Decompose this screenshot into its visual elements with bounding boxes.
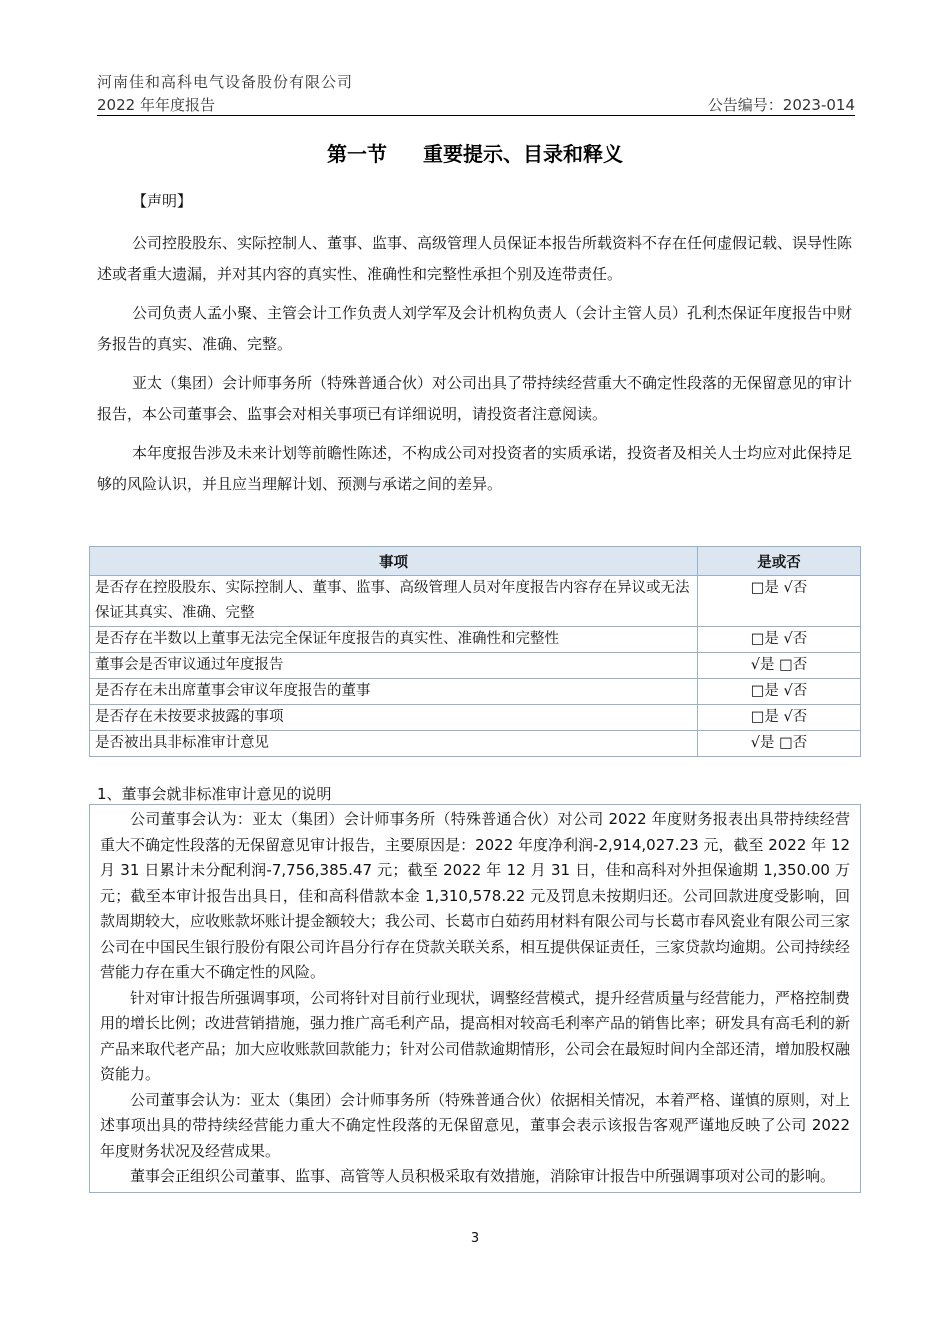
non-standard-opinion-box xyxy=(89,804,861,1193)
table-row xyxy=(90,731,861,757)
statement-paragraph: 公司控股股东、实际控制人、董事、监事、高级管理人员保证本报告所载资料不存在任何虚假记载、误导性陈述或者重大遗漏，并对其内容的真实性、准确性和完整性承担个别及连带责任。 xyxy=(97,234,853,283)
section-title xyxy=(0,138,950,167)
table-cell-item: 是否存在未出席董事会审议年度报告的董事 xyxy=(90,679,698,705)
header-report: 2022 年年度报告 xyxy=(97,96,215,114)
table-cell-answer: √是 □否 xyxy=(698,731,861,757)
opinion-paragraph: 公司董事会认为：亚太（集团）会计师事务所（特殊普通合伙）依据相关情况，本着严格、谨慎的原则，对上述事项出具的带持续经营能力重大不确定性段落的无保留意见，董事会表示该报告客观严谨地反映了公司 2022 年度财务状况及经营成果。 xyxy=(100,1090,851,1160)
table-cell-item: 是否存在半数以上董事无法完全保证年度报告的真实性、准确性和完整性 xyxy=(90,627,698,653)
opinion-paragraph: 董事会正组织公司董事、监事、高管等人员积极采取有效措施，消除审计报告中所强调事项对公司的影响。 xyxy=(130,1167,836,1185)
statement-paragraph: 亚太（集团）会计师事务所（特殊普通合伙）对公司出具了带持续经营重大不确定性段落的无保留意见的审计报告，本公司董事会、监事会对相关事项已有详细说明，请投资者注意阅读。 xyxy=(97,374,853,423)
table-header-item: 事项 xyxy=(90,547,698,576)
statement-paragraph: 公司负责人孟小聚、主管会计工作负责人刘学军及会计机构负责人（会计主管人员）孔利杰保证年度报告中财务报告的真实、准确、完整。 xyxy=(97,304,853,353)
table-row xyxy=(90,705,861,731)
table-header-row xyxy=(90,547,861,576)
table-cell-item: 董事会是否审议通过年度报告 xyxy=(90,653,698,679)
opinion-paragraph: 针对审计报告所强调事项，公司将针对目前行业现状，调整经营模式，提升经营质量与经营能力，严格控制费用的增长比例；改进营销措施，强力推广高毛利产品，提高相对较高毛利率产品的销售比率；研发具有高毛利的新产品来取代老产品；加大应收账款回款能力；针对公司借款逾期情形，公司会在最短时间内全部还清，增加股权融资能力。 xyxy=(100,988,851,1083)
opinion-paragraph: 公司董事会认为：亚太（集团）会计师事务所（特殊普通合伙）对公司 2022 年度财务报表出具带持续经营重大不确定性段落的无保留意见审计报告，主要原因是：2022 年度净利润-2,914,027.23 元，截至 2022 年 12 月 31 日累计未分配利润-7,756,385.47 元；截至 2022 年 12 月 31 日，佳和高科对外担保逾期 1,350.00 万元；截至本审计报告出具日，佳和高科借款本金 1,310,578.22 元及罚息未按期归还。公司回款进度受影响，回款周期较大，应收账款坏账计提金额较大；我公司、长葛市白茹药用材料有限公司与长葛市春风瓷业有限公司三家公司在中国民生银行股份有限公司许昌分行存在贷款关联关系，相互提供保证责任，三家贷款均逾期。公司持续经营能力存在重大不确定性的风险。 xyxy=(100,810,851,981)
header-divider xyxy=(97,115,855,116)
table-row xyxy=(90,653,861,679)
table-row xyxy=(90,679,861,705)
statement-body xyxy=(97,228,855,500)
header-row xyxy=(97,94,855,115)
statement-paragraph: 本年度报告涉及未来计划等前瞻性陈述，不构成公司对投资者的实质承诺，投资者及相关人士均应对此保持足够的风险认识，并且应当理解计划、预测与承诺之间的差异。 xyxy=(97,444,853,493)
section-title-part2: 重要提示、目录和释义 xyxy=(423,142,623,166)
table-cell-answer: □是 √否 xyxy=(698,679,861,705)
table-row xyxy=(90,627,861,653)
matters-table xyxy=(89,546,861,757)
header-announcement-no: 公告编号：2023-014 xyxy=(707,96,855,114)
table-header-answer: 是或否 xyxy=(698,547,861,576)
table-cell-item: 是否存在控股股东、实际控制人、董事、监事、高级管理人员对年度报告内容存在异议或无法保证其真实、准确、完整 xyxy=(90,576,698,627)
table-cell-item: 是否被出具非标准审计意见 xyxy=(90,731,698,757)
header-company: 河南佳和高科电气设备股份有限公司 xyxy=(97,73,354,91)
table-cell-answer: √是 □否 xyxy=(698,653,861,679)
table-cell-answer: □是 √否 xyxy=(698,627,861,653)
table-row xyxy=(90,576,861,627)
page-number: 3 xyxy=(470,1231,480,1246)
statement-label: 【声明】 xyxy=(132,192,193,210)
table-cell-answer: □是 √否 xyxy=(698,705,861,731)
non-standard-opinion-title: 1、董事会就非标准审计意见的说明 xyxy=(97,785,332,803)
table-cell-answer: □是 √否 xyxy=(698,576,861,627)
section-title-part1: 第一节 xyxy=(327,142,387,166)
table-cell-item: 是否存在未按要求披露的事项 xyxy=(90,705,698,731)
